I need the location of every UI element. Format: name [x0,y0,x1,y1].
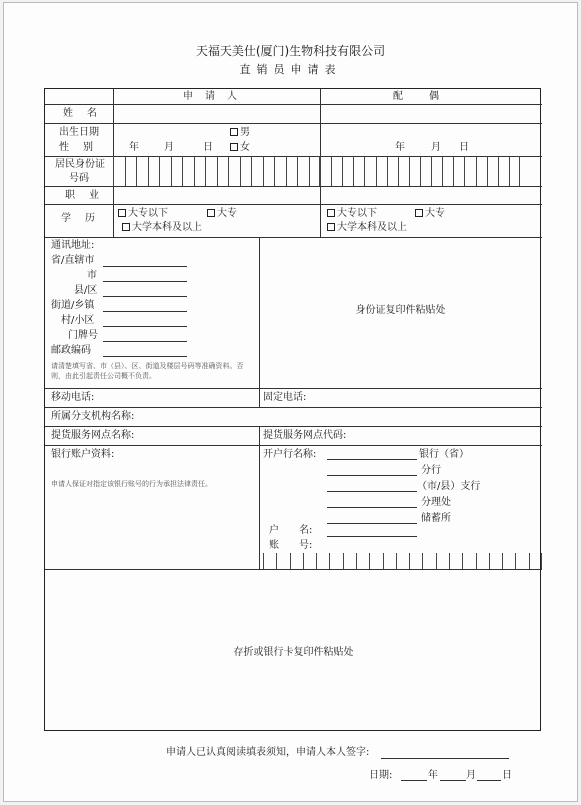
option-label: 大专以下 [337,208,377,219]
option-label: 大学本科及以上 [132,222,202,233]
digit-box[interactable] [251,156,263,186]
declaration-text: 申请人已认真阅读填表须知，申请人本人签字: [166,747,370,758]
applicant-birth-month: 月 [164,142,174,153]
checkbox-icon [122,223,130,231]
street-label: 街道/乡镇 [51,300,95,311]
applicant-edu-college[interactable] [207,208,237,220]
digit-box[interactable] [342,156,353,186]
digit-box[interactable] [320,156,331,186]
province-label: 省/直辖市 [51,255,95,266]
village-field[interactable] [103,326,187,327]
digit-box[interactable] [396,553,409,569]
checkbox-icon [230,128,238,136]
digit-box[interactable] [125,156,137,186]
date-label: 日期: [369,770,393,781]
mobile-label: 移动电话: [51,392,95,403]
digit-box[interactable] [409,156,420,186]
digit-box[interactable] [331,156,342,186]
digit-box[interactable] [422,553,435,569]
digit-box[interactable] [316,553,329,569]
date-month-field[interactable] [440,780,466,781]
digit-box[interactable] [453,156,464,186]
signature-field[interactable] [381,758,509,759]
checkbox-icon [118,209,126,217]
application-form [44,88,541,731]
digit-box[interactable] [303,553,316,569]
street-field[interactable] [103,311,187,312]
digit-box[interactable] [369,553,382,569]
digit-box[interactable] [297,156,309,186]
option-label: 大专以下 [128,208,168,219]
spouse-occupation-field[interactable] [322,188,540,203]
digit-box[interactable] [509,156,520,186]
digit-box[interactable] [171,156,183,186]
applicant-id-number-boxes[interactable] [113,156,320,186]
gender-label: 性别 [59,142,107,153]
female-checkbox[interactable] [230,142,250,154]
spouse-birth-month: 月 [431,142,441,153]
digit-box[interactable] [263,553,276,569]
open-bank-label: 开户行名称: [263,449,317,460]
digit-box[interactable] [136,156,148,186]
digit-box[interactable] [464,156,475,186]
bank-note: 申请人保证对指定该银行账号的行为承担法律责任。 [51,480,212,488]
bank-province-field[interactable] [327,459,417,460]
digit-box[interactable] [420,156,431,186]
digit-box[interactable] [228,156,240,186]
spouse-edu-college[interactable] [415,208,445,220]
digit-box[interactable] [274,156,286,186]
digit-box[interactable] [205,156,217,186]
address-note: 请清楚填写省、市（县）、区、街道及楼层号码等准确资料。否则，由此引起责任公司概不负责。 [51,362,244,380]
branch-suffix-label: 分行 [421,465,441,476]
digit-box[interactable] [159,156,171,186]
passbook-copy-paste-area: 存折或银行卡复印件粘贴处 [233,647,354,658]
applicant-name-field[interactable] [115,106,318,122]
date-day-field[interactable] [477,780,501,781]
digit-box[interactable] [182,156,194,186]
digit-box[interactable] [529,553,542,569]
service-point-name-label: 提货服务网点名称: [51,430,135,441]
savings-label: 储蓄所 [421,513,451,524]
account-number-boxes[interactable] [263,553,542,569]
city-branch-label: （市/县）支行 [417,481,481,492]
digit-box[interactable] [442,156,453,186]
province-field[interactable] [103,266,187,267]
digit-box[interactable] [364,156,375,186]
date-month-label: 月 [466,770,476,781]
digit-box[interactable] [194,156,206,186]
spouse-name-field[interactable] [322,106,540,122]
house-number-label: 门牌号 [68,330,98,341]
branch-label: 所属分支机构名称: [51,411,135,422]
male-checkbox[interactable] [230,127,250,139]
service-point-code-label: 提货服务网点代码: [263,430,347,441]
city-field[interactable] [103,281,187,282]
digit-box[interactable] [476,156,487,186]
spouse-birth-day: 日 [459,142,469,153]
date-year-field[interactable] [401,780,427,781]
county-label: 县/区 [74,285,98,296]
digit-box[interactable] [290,553,303,569]
spouse-edu-below-college[interactable] [327,208,377,220]
digit-box[interactable] [148,156,160,186]
checkbox-icon [207,209,215,217]
spouse-edu-bachelor[interactable] [327,222,407,234]
applicant-birth-year: 年 [129,142,139,153]
digit-box[interactable] [356,553,369,569]
applicant-column-header: 申请人 [183,91,249,102]
spouse-id-number-boxes[interactable] [320,156,520,186]
female-label: 女 [240,142,250,153]
option-label: 大专 [217,208,237,219]
digit-box[interactable] [502,553,515,569]
bank-title: 银行账户资料: [51,449,115,460]
name-label: 姓名 [63,108,111,119]
digit-box[interactable] [487,156,498,186]
male-label: 男 [240,127,250,138]
id-number-label-2: 号码 [69,173,89,184]
company-name: 天福天美仕(厦门)生物科技有限公司 [195,44,386,58]
education-label: 学历 [61,213,109,224]
landline-label: 固定电话: [263,392,307,403]
digit-box[interactable] [376,156,387,186]
spouse-column-header: 配偶 [393,91,465,102]
id-number-label: 居民身份证 [55,159,105,170]
form-title: 直销员申请表 [239,63,342,76]
postcode-label: 邮政编码 [51,345,91,356]
village-label: 村/小区 [61,315,95,326]
option-label: 大专 [425,208,445,219]
digit-box[interactable] [309,156,321,186]
digit-box[interactable] [387,156,398,186]
spouse-birth-year: 年 [395,142,405,153]
address-title: 通讯地址: [51,240,95,251]
digit-box[interactable] [240,156,252,186]
digit-box[interactable] [263,156,275,186]
digit-box[interactable] [476,553,489,569]
city-label: 市 [87,270,97,281]
digit-box[interactable] [217,156,229,186]
branch-field[interactable] [327,475,417,476]
applicant-edu-below-college[interactable] [118,208,168,220]
savings-field[interactable] [327,523,417,524]
digit-box[interactable] [353,156,364,186]
birth-date-label: 出生日期 [59,127,99,138]
digit-box[interactable] [398,156,409,186]
office-label: 分理处 [421,497,451,508]
checkbox-icon [327,209,335,217]
postcode-field[interactable] [103,356,187,357]
digit-box[interactable] [286,156,298,186]
date-year-label: 年 [428,770,438,781]
digit-box[interactable] [343,553,356,569]
checkbox-icon [327,223,335,231]
digit-box[interactable] [276,553,289,569]
applicant-edu-bachelor[interactable] [122,222,202,234]
applicant-birth-day: 日 [203,142,213,153]
digit-box[interactable] [489,553,502,569]
county-field[interactable] [103,296,187,297]
digit-box[interactable] [449,553,462,569]
digit-box[interactable] [431,156,442,186]
digit-box[interactable] [113,156,125,186]
office-field[interactable] [327,507,417,508]
occupation-label: 职业 [65,190,113,201]
digit-box[interactable] [383,553,396,569]
city-branch-field[interactable] [327,491,417,492]
digit-box[interactable] [409,553,422,569]
option-label: 大学本科及以上 [337,222,407,233]
checkbox-icon [415,209,423,217]
digit-box[interactable] [498,156,509,186]
account-holder-label: 户 名: [269,525,313,536]
account-number-label: 账 号: [269,540,313,551]
account-holder-field[interactable] [327,536,417,537]
digit-box[interactable] [329,553,342,569]
digit-box[interactable] [436,553,449,569]
digit-box[interactable] [462,553,475,569]
id-copy-paste-area: 身份证复印件粘贴处 [355,305,446,316]
bank-province-label: 银行（省） [419,449,469,460]
date-day-label: 日 [502,770,512,781]
checkbox-icon [230,143,238,151]
house-number-field[interactable] [103,341,187,342]
applicant-occupation-field[interactable] [115,188,318,203]
digit-box[interactable] [515,553,528,569]
